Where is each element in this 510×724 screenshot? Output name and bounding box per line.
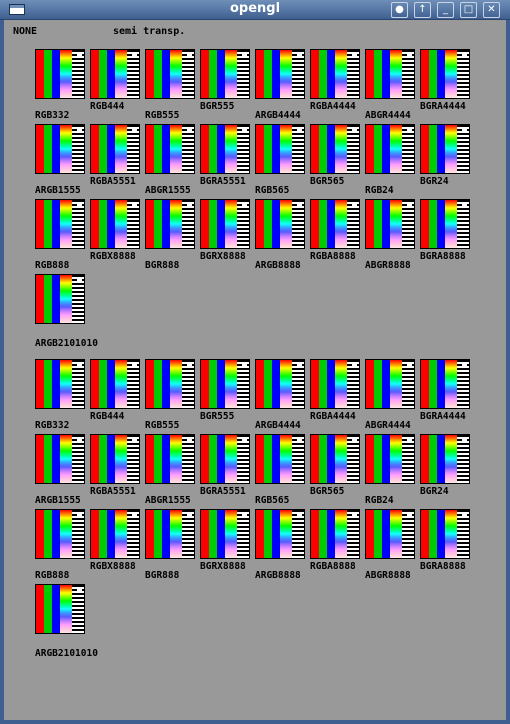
format-swatch [255,199,305,249]
title-bar[interactable] [0,0,510,20]
format-label: RGBA5551 [90,176,136,187]
format-label: ABGR8888 [365,260,411,271]
format-swatch [255,359,305,409]
format-swatch [310,199,360,249]
format-label: ARGB8888 [255,570,301,581]
format-swatch [420,49,470,99]
format-label: BGRA4444 [420,101,466,112]
format-swatch [35,49,85,99]
format-label: RGB444 [90,411,125,422]
minimize-button[interactable] [437,2,454,18]
format-label: ABGR1555 [145,495,191,506]
format-label: RGBA4444 [310,411,356,422]
format-swatch [365,49,415,99]
format-swatch [145,434,195,484]
format-swatch [310,124,360,174]
format-label: BGRA5551 [200,176,246,187]
format-swatch [420,434,470,484]
format-swatch [35,274,85,324]
alpha-mode-label: semi transp. [113,26,186,37]
format-label: BGRX8888 [200,251,246,262]
format-label: RGB555 [145,110,180,121]
format-swatch [420,509,470,559]
format-swatch [420,359,470,409]
format-swatch [145,49,195,99]
format-swatch [420,124,470,174]
format-swatch [255,49,305,99]
format-label: BGRA4444 [420,411,466,422]
format-swatch [255,509,305,559]
format-swatch [365,434,415,484]
format-swatch [35,509,85,559]
format-label: ABGR4444 [365,420,411,431]
format-label: ABGR4444 [365,110,411,121]
format-label: BGRA8888 [420,561,466,572]
format-swatch [145,359,195,409]
format-swatch [200,124,250,174]
maximize-icon: □ [463,4,474,15]
format-swatch [200,434,250,484]
format-label: ABGR1555 [145,185,191,196]
format-swatch [90,49,140,99]
format-label: RGBA8888 [310,561,356,572]
pin-button[interactable] [414,2,431,18]
format-label: ARGB1555 [35,185,81,196]
format-swatch [35,124,85,174]
close-button[interactable] [483,2,500,18]
format-label: RGB565 [255,495,290,506]
window-title: opengl [229,1,281,16]
format-label: BGR888 [145,260,180,271]
format-label: RGB24 [365,495,394,506]
format-label: ABGR8888 [365,570,411,581]
format-label: RGB332 [35,420,70,431]
format-label: BGR888 [145,570,180,581]
format-swatch [35,199,85,249]
format-label: BGR555 [200,101,235,112]
format-swatch [420,199,470,249]
format-label: RGBA8888 [310,251,356,262]
format-swatch [255,434,305,484]
blend-mode-label: NONE [13,26,38,37]
format-label: RGB555 [145,420,180,431]
format-swatch [310,359,360,409]
format-swatch [255,124,305,174]
format-swatch [365,509,415,559]
minimize-icon: _ [443,4,448,15]
format-label: RGB332 [35,110,70,121]
format-swatch [310,49,360,99]
format-label: ARGB8888 [255,260,301,271]
format-label: BGR24 [420,486,449,497]
format-swatch [35,359,85,409]
format-swatch [200,199,250,249]
format-label: BGRA8888 [420,251,466,262]
format-label: RGB888 [35,570,70,581]
arrow-up-icon: ↑ [418,4,427,15]
format-label: ARGB4444 [255,420,301,431]
format-label: RGB444 [90,101,125,112]
format-swatch [310,434,360,484]
format-swatch [145,199,195,249]
format-swatch [145,124,195,174]
format-swatch [365,124,415,174]
format-label: BGRA5551 [200,486,246,497]
format-swatch [310,509,360,559]
format-swatch [90,124,140,174]
format-swatch [90,509,140,559]
format-label: ARGB4444 [255,110,301,121]
format-swatch [35,584,85,634]
format-swatch [200,359,250,409]
format-label: BGRX8888 [200,561,246,572]
format-swatch [35,434,85,484]
format-label: RGBX8888 [90,251,136,262]
format-swatch [90,199,140,249]
format-swatch [365,359,415,409]
format-label: RGB565 [255,185,290,196]
circle-icon: ● [395,4,404,15]
format-swatch [145,509,195,559]
format-label: ARGB2101010 [35,338,98,349]
format-label: ARGB2101010 [35,648,98,659]
format-swatch [200,509,250,559]
format-label: RGBA4444 [310,101,356,112]
maximize-button[interactable] [460,2,477,18]
format-label: RGBA5551 [90,486,136,497]
format-label: RGB888 [35,260,70,271]
format-label: BGR565 [310,176,345,187]
format-swatch [365,199,415,249]
format-swatch [90,434,140,484]
format-label: BGR565 [310,486,345,497]
format-label: BGR555 [200,411,235,422]
format-label: BGR24 [420,176,449,187]
format-swatch [90,359,140,409]
format-label: RGBX8888 [90,561,136,572]
close-icon: ✕ [487,4,496,15]
format-swatch [200,49,250,99]
format-label: ARGB1555 [35,495,81,506]
menu-button[interactable] [391,2,408,18]
format-label: RGB24 [365,185,394,196]
